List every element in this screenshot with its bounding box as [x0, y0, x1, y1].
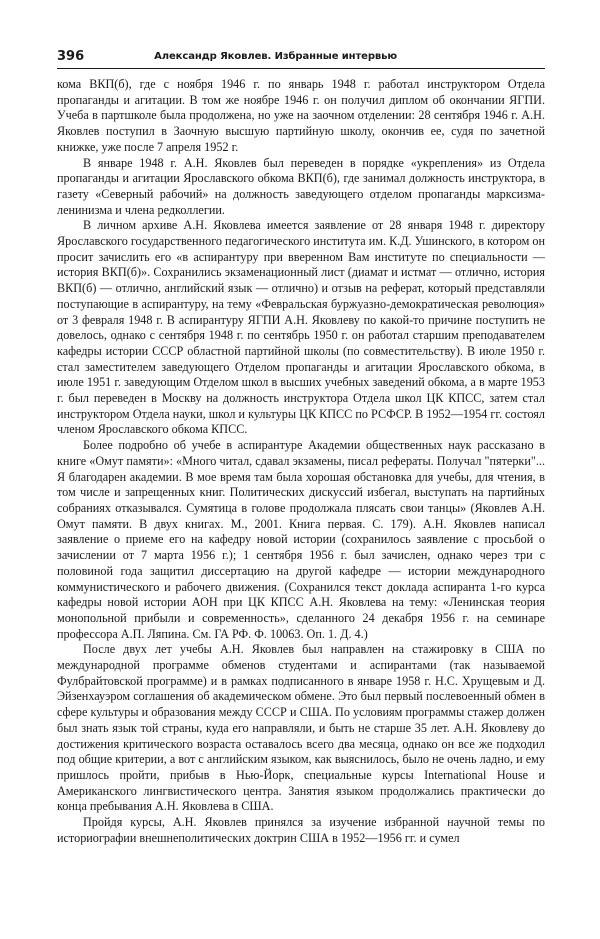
paragraph-4: Более подробно об учебе в аспирантуре Академии общественных наук рассказано в книге «Омут памяти»: «Много читал, сдавал экзамены, писал рефераты. Получал "пятерки"... Я благодарен академии. В мое время там была хорошая обстановка для учебы, для чтения, в том числе и запрещенных книг. Политических дискуссий избегал, выступать на партийных собраниях отказывался. Сумятица в голове продолжала плясать свои танцы» (Яковлев А.Н. Омут памяти. В двух книгах. М., 2001. Книга первая. С. 179). А.Н. Яковлев написал заявление о приеме его на кафедру новой истории (сохранилось заявление с просьбой о зачислении от 7 марта 1956 г.); 1 сентября 1956 г. был зачислен, однако через три с половиной года защитил диссертацию на другой кафедре — истории международного коммунистического и рабочего движения. (Сохранился текст доклада аспиранта 1-го курса кафедры новой истории АОН при ЦК КПСС А.Н. Яковлева на тему: «Ленинская теория монопольной прибыли и современность», сделанного 24 декабря 1956 г. на семинаре профессора А.П. Ляпина. См. ГА РФ. Ф. 10063. Оп. 1. Д. 4.) [57, 438, 545, 641]
running-title: Александр Яковлев. Избранные интервью [154, 51, 397, 62]
paragraph-5: После двух лет учебы А.Н. Яковлев был направлен на стажировку в США по международной программе обменов студентами и аспирантами (так называемой Фулбрайтовской программе) и в рамках подписанного в январе 1958 г. Н.С. Хрущевым и Д. Эйзенхауэром соглашения об академическом обмене. Это был первый послевоенный обмен в сфере культуры и образования между СССР и США. По условиям программы стажер должен был знать язык той страны, куда его направляли, и быть не старше 35 лет. А.Н. Яковлеву до достижения критического возраста оставалось всего два месяца, однако он все же подходил под общие критерии, а вот с английским языком, как выяснилось, было не очень ладно, и ему пришлось пройти, прибыв в Нью-Йорк, специальные курсы International House и Американского лингвистического центра. Занятия языком продолжались практически до конца пребывания А.Н. Яковлева в США. [57, 642, 545, 814]
page-number: 396 [57, 49, 85, 64]
paragraph-2: В январе 1948 г. А.Н. Яковлев был переведен в порядке «укрепления» из Отдела пропаганды и агитации Ярославского обкома ВКП(б), где занимал должность инструктора, в газету «Северный рабочий» на должность заведующего отделом пропаганды марксизма-ленинизма и члена редколлегии. [57, 155, 545, 217]
paragraph-6: Пройдя курсы, А.Н. Яковлев принялся за изучение избранной научной темы по историографии внешнеполитических доктрин США в 1952—1956 гг. и сумел [57, 815, 545, 845]
paragraph-3: В личном архиве А.Н. Яковлева имеется заявление от 28 января 1948 г. директору Ярославского государственного педагогического института им. К.Д. Ушинского, в котором он просит зачислить его «в аспирантуру при вверенном Вам институте по специальности — история ВКП(б)». Сохранились экзаменационный лист (диамат и истмат — отлично, история ВКП(б) — отлично, английский язык — отлично) и отзыв на реферат, который представляли поступающие в аспирантуру, на тему «Февральская буржуазно-демократическая революция» от 3 февраля 1948 г. В аспирантуру ЯГПИ А.Н. Яковлеву по какой-то причине поступить не довелось, однако с сентября 1948 г. по сентябрь 1950 г. он работал старшим преподавателем кафедры истории СССР областной партийной школы (по совместительству). В июле 1950 г. стал заместителем заведующего Отделом пропаганды и агитации Ярославского обкома, в июле 1951 г. заведующим Отделом школ в высших учебных заведений обкома, а в марте 1953 г. был переведен в Москву на должность инструктора Отдела школ ЦК КПСС, затем стал инструктором Отдела науки, школ и культуры ЦК КПСС по РСФСР. В 1952—1954 гг. состоял членом Ярославского обкома КПСС. [57, 218, 545, 437]
body-text [57, 77, 545, 846]
paragraph-1: кома ВКП(б), где с ноября 1946 г. по январь 1948 г. работал инструктором Отдела пропаганды и агитации. В том же ноябре 1946 г. он получил диплом об окончании ЯГПИ. Учеба в партшколе была продолжена, но уже на заочном отделении: 28 сентября 1946 г. А.Н. Яковлев поступил в Заочную высшую партийную школу, окончив ее, судя по зачетной книжке, уже после 7 апреля 1952 г. [57, 77, 545, 154]
page-header [57, 48, 545, 69]
